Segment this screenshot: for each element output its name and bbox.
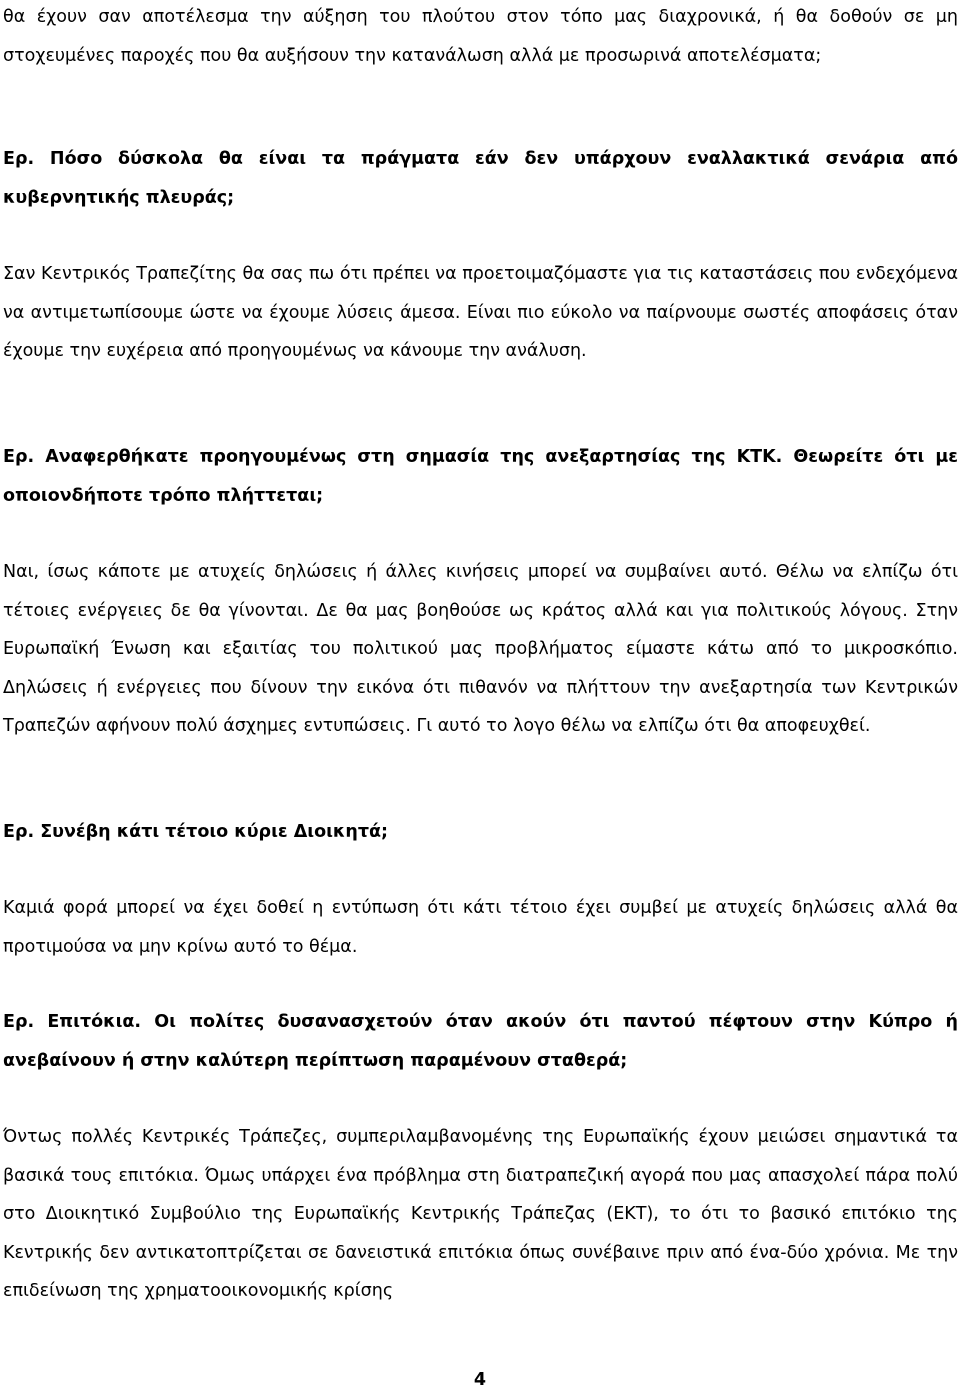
answer-2: Ναι, ίσως κάποτε με ατυχείς δηλώσεις ή άλλες κινήσεις μπορεί να συμβαίνει αυτό. Θέλω να ελπίζω ότι τέτοιες ενέργειες δε θα γίνονται. Δε θα μας βοηθούσε ως κράτος αλλά και για πολιτικούς λόγους. Στην Ευρωπαϊκή Ένωση και εξαιτίας του πολιτικού μας προβλήματος είμαστε κάτω από το μικροσκόπιο. Δηλώσεις ή ενέργειες που δίνουν την εικόνα ότι πιθανόν να πλήττουν την ανεξαρτησία των Κεντρικών Τραπεζών αφήνουν πολύ άσχημες εντυπώσεις. Γι αυτό το λογο θέλω να ελπίζω ότι θα αποφευχθεί. (3, 562, 958, 736)
question-4: Ερ. Επιτόκια. Οι πολίτες δυσανασχετούν όταν ακούν ότι παντού πέφτουν στην Κύπρο ή ανεβαίνουν ή στην καλύτερη περίπτωση παραμένουν σταθερά; (3, 1012, 958, 1071)
paragraph-continued-question: θα έχουν σαν αποτέλεσμα την αύξηση του πλούτου στον τόπο μας διαχρονικά, ή θα δοθούν σε μη στοχευμένες παροχές που θα αυξήσουν την κατανάλωση αλλά με προσωρινά αποτελέσματα; (3, 7, 958, 66)
answer-3: Καμιά φορά μπορεί να έχει δοθεί η εντύπωση ότι κάτι τέτοιο έχει συμβεί με ατυχείς δηλώσεις αλλά θα προτιμούσα να μην κρίνω αυτό το θέμα. (3, 898, 958, 957)
page-number: 4 (473, 1370, 487, 1390)
answer-1: Σαν Κεντρικός Τραπεζίτης θα σας πω ότι πρέπει να προετοιμαζόμαστε για τις καταστάσεις που ενδεχόμενα να αντιμετωπίσουμε ώστε να έχουμε λύσεις άμεσα. Είναι πιο εύκολο να παίρνουμε σωστές αποφάσεις όταν έχουμε την ευχέρεια από προηγουμένως να κάνουμε την ανάλυση. (3, 264, 958, 361)
question-3: Ερ. Συνέβη κάτι τέτοιο κύριε Διοικητά; (3, 822, 389, 842)
answer-4: Όντως πολλές Κεντρικές Τράπεζες, συμπεριλαμβανομένης της Ευρωπαϊκής έχουν μειώσει σημαντικά τα βασικά τους επιτόκια. Όμως υπάρχει ένα πρόβλημα στη διατραπεζική αγορά που μας απασχολεί πάρα πολύ στο Διοικητικό Συμβούλιο της Ευρωπαϊκής Κεντρικής Τράπεζας (ΕΚΤ), το ότι το βασικό επιτόκιο της Κεντρικής δεν αντικατοπτρίζεται σε δανειστικά επιτόκια όπως συνέβαινε πριν από ένα-δύο χρόνια. Με την επιδείνωση της χρηματοοικονομικής κρίσης (3, 1127, 958, 1301)
question-2: Ερ. Αναφερθήκατε προηγουμένως στη σημασία της ανεξαρτησίας της ΚΤΚ. Θεωρείτε ότι με οποιονδήποτε τρόπο πλήττεται; (3, 447, 958, 506)
question-1: Ερ. Πόσο δύσκολα θα είναι τα πράγματα εάν δεν υπάρχουν εναλλακτικά σενάρια από κυβερνητικής πλευράς; (3, 149, 958, 208)
